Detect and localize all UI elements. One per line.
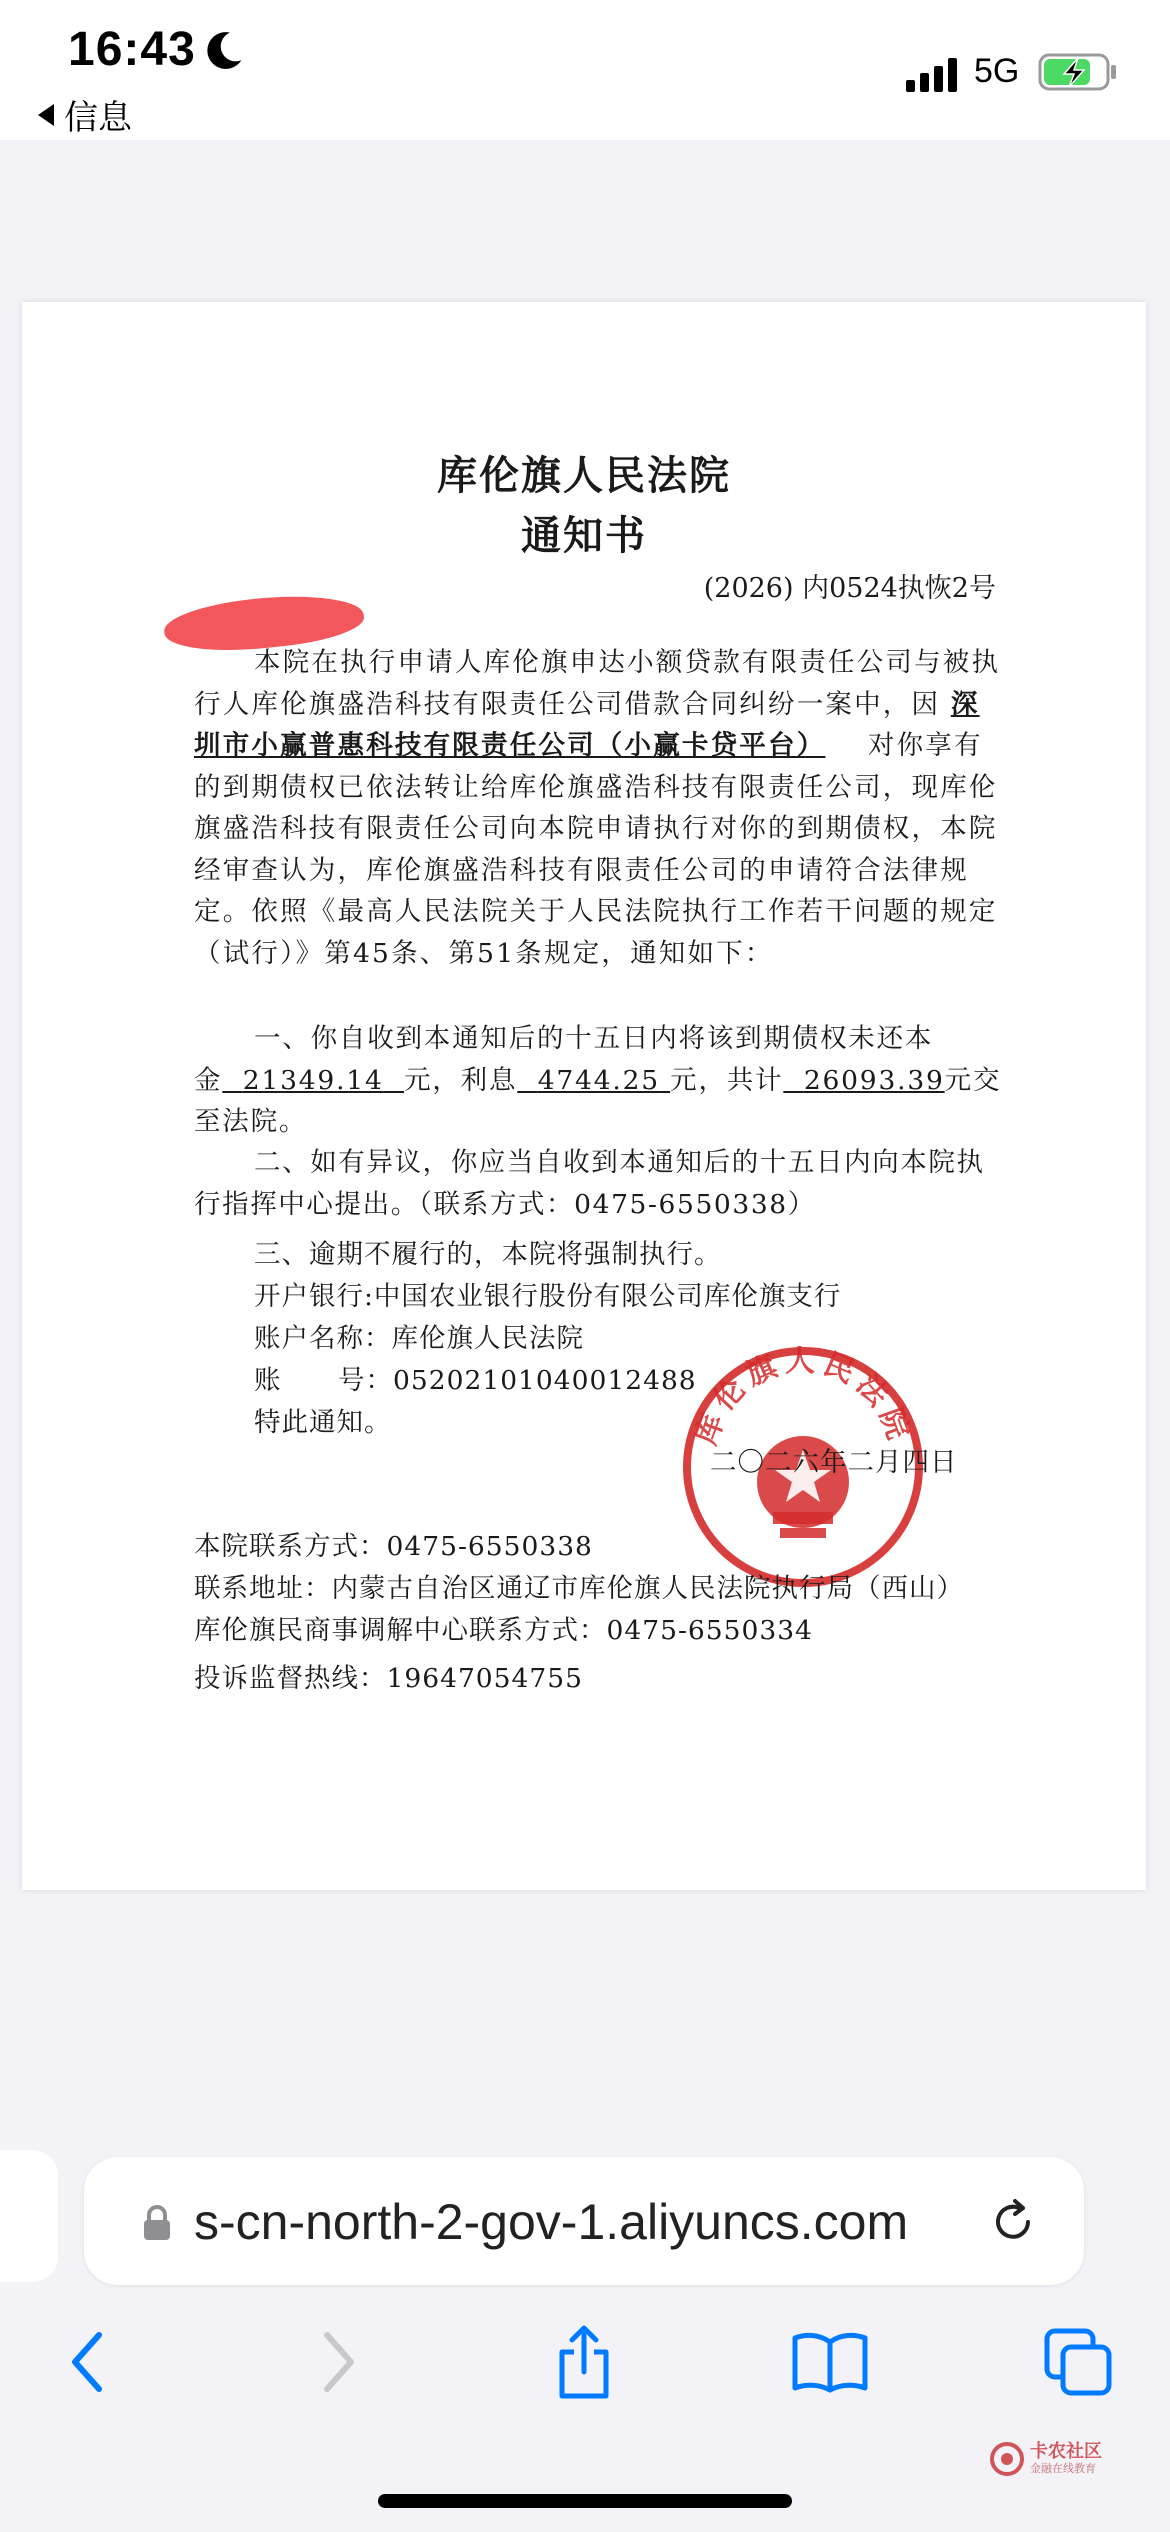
court-notice-document [22, 302, 1146, 1890]
document-type: 通知书 [521, 513, 647, 559]
previous-tab-edge[interactable] [0, 2150, 58, 2282]
court-contact: 本院联系方式：0475-6550338 [194, 1531, 593, 1562]
svg-text:库伦旗人民法院: 库伦旗人民法院 [688, 1344, 918, 1450]
back-app-label: 信息 [64, 98, 132, 138]
body-pre: 本院在执行申请人库伦旗申达小额贷款有限责任公司与被执行人库伦旗盛浩科技有限责任公司借款合同纠纷一案中，因 [194, 647, 1001, 720]
moon-icon [200, 28, 246, 74]
watermark-title: 卡农社区 [1030, 2441, 1102, 2462]
watermark-icon [990, 2442, 1024, 2476]
forward-icon[interactable] [298, 2322, 378, 2402]
item1-c: 元，共计 [670, 1064, 784, 1096]
closing: 特此通知。 [254, 1407, 392, 1438]
back-triangle-icon [38, 104, 54, 126]
account-number: 账 号：05202101040012488 [254, 1365, 697, 1396]
lock-icon [142, 2205, 172, 2241]
interest-amount: 4744.25 [537, 1064, 660, 1096]
court-name: 库伦旗人民法院 [437, 453, 731, 499]
reload-icon[interactable] [988, 2197, 1038, 2247]
case-number: (2026) 内0524执恢2号 [703, 573, 996, 604]
notice-body [194, 642, 1002, 974]
item1-b: 元，利息 [404, 1064, 518, 1096]
back-icon[interactable] [48, 2322, 128, 2402]
court-address: 联系地址：内蒙古自治区通辽市库伦旗人民法院执行局（西山） [194, 1573, 964, 1604]
url-text: s-cn-north-2-gov-1.aliyuncs.com [194, 2194, 909, 2250]
item1-d: 元交至法院。 [194, 1064, 1002, 1137]
complaint-hotline: 投诉监督热线：19647054755 [194, 1663, 583, 1694]
watermark-subtitle: 金融在线教育 [1030, 2462, 1096, 2475]
bookmarks-icon[interactable] [790, 2322, 870, 2402]
item-1 [194, 1018, 1002, 1143]
signal-icon [906, 58, 958, 92]
debtor-name: 深圳市小赢普惠科技有限责任公司（小赢卡贷平台） [194, 688, 980, 761]
watermark-logo [990, 2442, 1102, 2476]
home-indicator[interactable] [378, 2494, 792, 2508]
tabs-icon[interactable] [1038, 2322, 1118, 2402]
body-post: 对你享有的到期债权已依法转让给库伦旗盛浩科技有限责任公司，现库伦旗盛浩科技有限责任公司向本院申请执行对你的到期债权，本院经审查认为，库伦旗盛浩科技有限责任公司的申请符合法律规定。依照《最高人民法院关于人民法院执行工作若干问题的规定（试行）》第45条、第51条规定，通知如下： [194, 730, 998, 969]
account-name: 账户名称：库伦旗人民法院 [254, 1323, 584, 1354]
network-type: 5G [974, 52, 1020, 90]
issue-date: 二〇二六年二月四日 [710, 1447, 958, 1478]
item-3: 三、逾期不履行的，本院将强制执行。 [254, 1239, 722, 1270]
clock: 16:43 [68, 23, 196, 76]
principal-amount: 21349.14 [242, 1064, 384, 1096]
status-bar [0, 0, 1170, 140]
back-to-app-button[interactable] [38, 90, 132, 139]
item1-a: 一、你自收到本通知后的十五日内将该到期债权未还本金 [194, 1023, 934, 1096]
share-icon[interactable] [544, 2322, 624, 2402]
battery-charging-icon [1038, 52, 1118, 92]
total-amount: 26093.39 [803, 1064, 945, 1096]
mediation-contact: 库伦旗民商事调解中心联系方式：0475-6550334 [194, 1615, 813, 1646]
item-2: 二、如有异议，你应当自收到本通知后的十五日内向本院执行指挥中心提出。（联系方式：0475-6550338） [194, 1147, 985, 1220]
address-bar[interactable] [84, 2157, 1084, 2285]
bank-name: 开户银行:中国农业银行股份有限公司库伦旗支行 [254, 1281, 842, 1312]
